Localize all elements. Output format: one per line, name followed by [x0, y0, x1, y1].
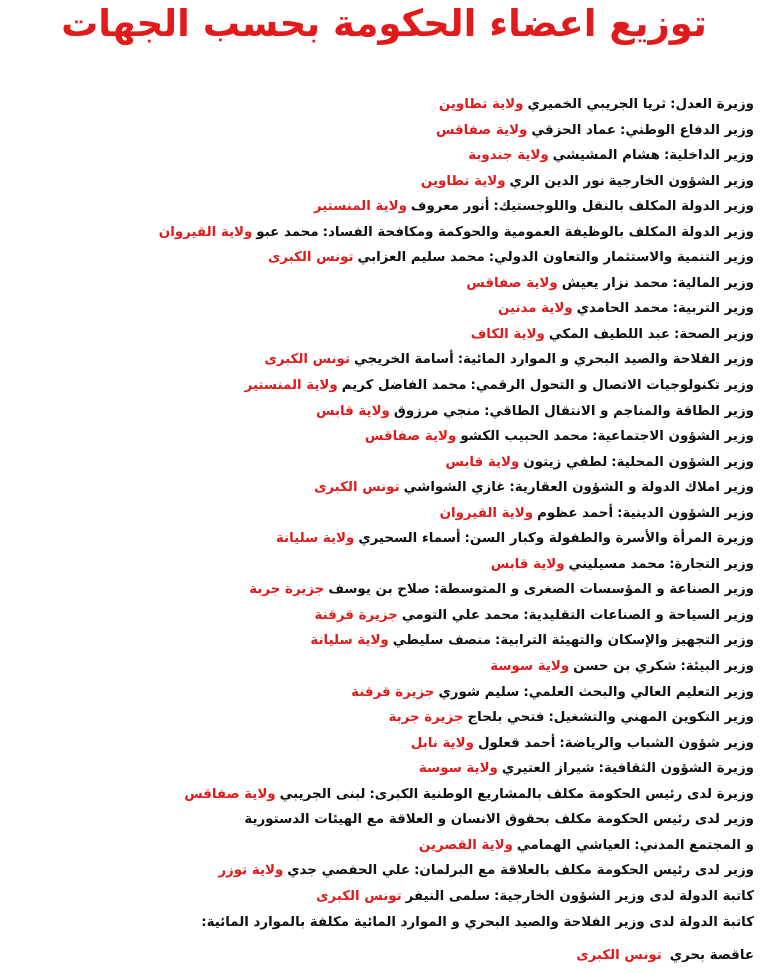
list-item — [10, 577, 754, 603]
region-label: جزيرة جربة — [249, 582, 325, 598]
minister-name: محمد سليم العزابي — [357, 250, 485, 266]
minister-name: سلمى النيفر — [405, 888, 491, 904]
minister-role: وزير البيئة: — [680, 659, 754, 675]
region-label: ولاية قابس — [445, 454, 520, 470]
list-item — [10, 194, 754, 220]
minister-name: شيراز العتيري — [501, 761, 595, 777]
minister-name: هشام المشيشي — [552, 148, 660, 164]
list-item — [10, 807, 754, 833]
minister-name: محمد الفاضل كريم — [341, 378, 467, 394]
minister-role: وزير الدولة المكلف بالوظيفة العمومية والحوكمة ومكافحة الفساد: — [322, 224, 754, 240]
region-label: ولاية تطاوين — [438, 97, 524, 112]
minister-role: وزير التربية: — [672, 301, 754, 317]
minister-name: علي الحفصي جدي — [287, 863, 411, 879]
list-item — [10, 603, 754, 629]
minister-role: وزير التنمية والاستثمار والتعاون الدولي: — [488, 250, 754, 266]
region-label: جزيرة قرقنة — [351, 684, 435, 700]
minister-name: منجي مرزوق — [393, 403, 481, 419]
list-item — [10, 731, 754, 757]
page-title: توزيع اعضاء الحكومة بحسب الجهات — [61, 2, 707, 45]
region-label: ولاية مدنين — [497, 301, 573, 317]
minister-name: سليم شوري — [438, 684, 520, 700]
region-label: ولاية سوسة — [490, 659, 570, 675]
minister-name: محمد مسيليني — [568, 556, 666, 572]
list-item — [10, 322, 754, 348]
minister-name: عبد اللطيف المكي — [548, 326, 670, 342]
list-item — [10, 475, 754, 501]
region-label: جزيرة جربة — [388, 710, 464, 726]
list-item — [10, 858, 754, 884]
minister-role: وزير املاك الدولة و الشؤون العقارية: — [509, 480, 754, 496]
list-item — [10, 884, 754, 910]
list-item — [10, 782, 754, 808]
minister-name: أسامة الخريجي — [354, 352, 454, 368]
region-label: ولاية القصرين — [418, 837, 513, 853]
minister-name: أسماء السحيري — [358, 531, 461, 547]
minister-name: محمد علي التومي — [401, 607, 520, 623]
list-item — [10, 680, 754, 706]
minister-role: وزير التعليم العالي والبحث العلمي: — [523, 684, 754, 700]
minister-role: عاقصة بحري — [669, 948, 754, 964]
minister-name: صلاح بن يوسف — [328, 582, 431, 598]
minister-name: نور الدين الري — [509, 173, 605, 189]
region-label: ولاية القيروان — [158, 224, 253, 240]
list-item — [10, 552, 754, 578]
minister-role: وزير الداخلية: — [663, 148, 754, 164]
region-label: ولاية تطاوين — [420, 173, 506, 189]
minister-role: وزير الشؤون الدينية: — [617, 505, 754, 521]
minister-name: أحمد قعلول — [477, 735, 556, 751]
minister-name: محمد الحبيب الكشو — [460, 429, 589, 445]
list-item — [10, 833, 754, 859]
list-item — [10, 347, 754, 373]
list-item — [10, 526, 754, 552]
minister-role: كاتبة الدولة لدى وزير الفلاحة والصيد البحري و الموارد المائية مكلفة بالموارد المائية: — [201, 914, 754, 930]
list-item — [10, 169, 754, 195]
minister-role: كاتبة الدولة لدى وزير الشؤون الخارجية: — [494, 888, 754, 904]
minister-name: ثريا الجريبي الخميري — [527, 97, 667, 112]
minister-role: وزير المالية: — [672, 275, 754, 291]
minister-role: وزير السياحة و الصناعات التقليدية: — [523, 607, 754, 623]
ministers-list — [10, 92, 754, 969]
minister-name: محمد عبو — [256, 224, 319, 240]
minister-role: وزير الدولة المكلف بالنقل واللوجستيك: — [493, 199, 754, 215]
region-label: ولاية صفاقس — [184, 786, 276, 802]
minister-role: وزير الصناعة و المؤسسات الصغرى و المتوسطة: — [434, 582, 754, 598]
minister-name: شكري بن حسن — [573, 659, 677, 675]
list-item — [10, 118, 754, 144]
minister-role: وزير الشؤون الاجتماعية: — [592, 429, 754, 445]
region-label: تونس الكبرى — [314, 480, 400, 496]
minister-name: محمد نزار يعيش — [561, 275, 669, 291]
region-label: ولاية سليانة — [310, 633, 389, 649]
minister-role: وزيرة المرأة والأسرة والطفولة وكبار السن: — [464, 531, 754, 547]
minister-role: وزير لدى رئيس الحكومة مكلف بحقوق الانسان و العلاقة مع الهيئات الدستورية — [244, 812, 754, 828]
region-label: ولاية المنستير — [244, 378, 338, 394]
list-item — [10, 943, 754, 969]
list-item — [10, 910, 754, 936]
minister-name: أنور معروف — [410, 199, 490, 215]
minister-role: وزيرة العدل: — [670, 97, 754, 112]
region-label: تونس الكبرى — [576, 948, 662, 964]
region-label: ولاية المنستير — [313, 199, 407, 215]
region-label: ولاية سوسة — [418, 761, 498, 777]
minister-role: وزير الصحة: — [674, 326, 754, 342]
region-label: ولاية القيروان — [439, 505, 534, 521]
list-item — [10, 92, 754, 118]
list-item — [10, 373, 754, 399]
list-item — [10, 756, 754, 782]
minister-role: وزير تكنولوجيات الاتصال و التحول الرقمي: — [470, 378, 754, 394]
minister-name: غازي الشواشي — [403, 480, 506, 496]
minister-role: وزير لدى رئيس الحكومة مكلف بالعلاقة مع البرلمان: — [414, 863, 754, 879]
region-label: ولاية صفاقس — [466, 275, 558, 291]
minister-name: منصف سليطي — [392, 633, 492, 649]
minister-name: لطفي زيتون — [523, 454, 608, 470]
list-item — [10, 450, 754, 476]
minister-name: فتحي بلحاج — [467, 710, 545, 726]
minister-name: العياشي الهمامي — [516, 837, 631, 853]
minister-role: وزير الطاقة والمناجم و الانتقال الطاقي: — [484, 403, 754, 419]
minister-role: وزيرة الشؤون الثقافية: — [598, 761, 754, 777]
list-item — [10, 628, 754, 654]
minister-role: وزير الفلاحة والصيد البحري و الموارد المائية: — [457, 352, 754, 368]
region-label: ولاية سليانة — [275, 531, 355, 547]
minister-role: وزير الشؤون الخارجية — [608, 173, 754, 189]
list-item — [10, 399, 754, 425]
minister-name: عماد الحزقي — [531, 122, 616, 138]
region-label: ولاية قابس — [490, 556, 565, 572]
minister-role: وزير التكوين المهني والتشغيل: — [548, 710, 754, 726]
region-label: ولاية الكاف — [470, 326, 545, 342]
region-label: تونس الكبرى — [267, 250, 354, 266]
list-item — [10, 271, 754, 297]
region-label: ولاية قابس — [316, 403, 390, 419]
minister-role: وزير التجهيز والإسكان والتهيئة الترابية: — [495, 633, 754, 649]
region-label: ولاية جندوبة — [468, 148, 549, 164]
list-item — [10, 296, 754, 322]
minister-name: لبنى الجريبي — [279, 786, 366, 802]
minister-name: محمد الحامدي — [576, 301, 669, 317]
region-label: ولاية توزر — [218, 863, 284, 879]
region-label: جزيرة قرقنة — [314, 607, 398, 623]
region-label: ولاية نابل — [410, 735, 474, 751]
minister-role: و المجتمع المدني: — [634, 837, 754, 853]
list-item — [10, 501, 754, 527]
list-item — [10, 143, 754, 169]
list-item — [10, 245, 754, 271]
list-item — [10, 705, 754, 731]
list-item — [10, 220, 754, 246]
minister-role: وزير التجارة: — [669, 556, 754, 572]
region-label: تونس الكبرى — [264, 352, 350, 368]
minister-role: وزير شؤون الشباب والرياضة: — [559, 735, 754, 751]
region-label: ولاية صفاقس — [364, 429, 457, 445]
minister-role: وزيرة لدى رئيس الحكومة مكلف بالمشاريع الوطنية الكبرى: — [369, 786, 754, 802]
list-item — [10, 654, 754, 680]
minister-role: وزير الدفاع الوطني: — [619, 122, 754, 138]
region-label: ولاية صفاقس — [435, 122, 528, 138]
minister-name: أحمد عظوم — [537, 505, 614, 521]
region-label: تونس الكبرى — [316, 888, 402, 904]
minister-role: وزير الشؤون المحلية: — [611, 454, 754, 470]
list-item — [10, 424, 754, 450]
